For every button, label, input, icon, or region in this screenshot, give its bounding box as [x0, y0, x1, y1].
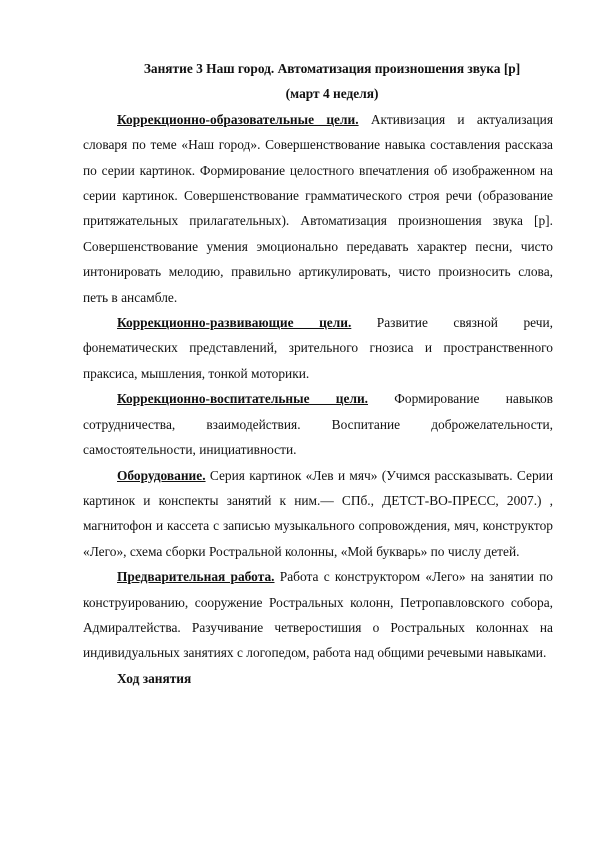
paragraph-text: Активизация и актуализация словаря по теме «Наш город». Совершенствование навыка составления рассказа по серии картинок. Формирование целостного впечатления об изображенном на серии картинок. Совершенствование грамматического строя речи (образование притяжательных прилагательных). Автоматизация произношения звука [р]. Совершенствование умения эмоционально передавать характер песни, чисто интонировать мелодию, правильно артикулировать, чисто произносить слова, петь в ансамбле. — [83, 111, 553, 305]
paragraph-lead: Коррекционно-воспитательные цели. — [117, 391, 369, 407]
document-subtitle: (март 4 неделя) — [285, 86, 379, 102]
document-page — [83, 56, 553, 691]
paragraph-text: Работа с конструктором «Лего» на занятии по конструированию, сооружение Ростральных колонн, Петропавловского собора, Адмиралтейства. Разучивание четверостишия о Ростральных колоннах на индивидуальных занятиях с логопедом, работа над общими речевыми навыками. — [83, 569, 554, 661]
section-heading: Ход занятия — [117, 670, 192, 686]
paragraph-correction-upbringing-goals — [83, 386, 553, 462]
paragraph-lead: Коррекционно-образовательные цели. — [117, 111, 359, 127]
paragraph-correction-educational-goals — [83, 107, 553, 310]
paragraph-lead: Оборудование. — [117, 467, 206, 483]
paragraph-text: Развитие связной речи, фонематических представлений, зрительного гнозиса и пространственного праксиса, мышления, тонкой моторики. — [83, 315, 553, 381]
paragraph-text: Серия картинок «Лев и мяч» (Учимся рассказывать. Серии картинок и конспекты занятий к ним.— СПб., ДЕТСТ-ВО-ПРЕСС, 2007.) , магнитофон и кассета с записью музыкального сопровождения, мяч, конструктор «Лего», схема сборки Ростральной колонны, «Мой букварь» по числу детей. — [83, 467, 553, 559]
paragraph-preliminary-work — [83, 564, 553, 666]
document-title: Занятие 3 Наш город. Автоматизация произношения звука [р] — [143, 61, 521, 76]
paragraph-lead: Коррекционно-развивающие цели. — [117, 315, 352, 331]
paragraph-lead: Предварительная работа. — [117, 569, 275, 585]
paragraph-text: Формирование навыков сотрудничества, взаимодействия. Воспитание доброжелательности, самостоятельности, инициативности. — [83, 391, 553, 458]
paragraph-correction-developmental-goals — [83, 310, 553, 386]
paragraph-equipment — [83, 463, 553, 565]
